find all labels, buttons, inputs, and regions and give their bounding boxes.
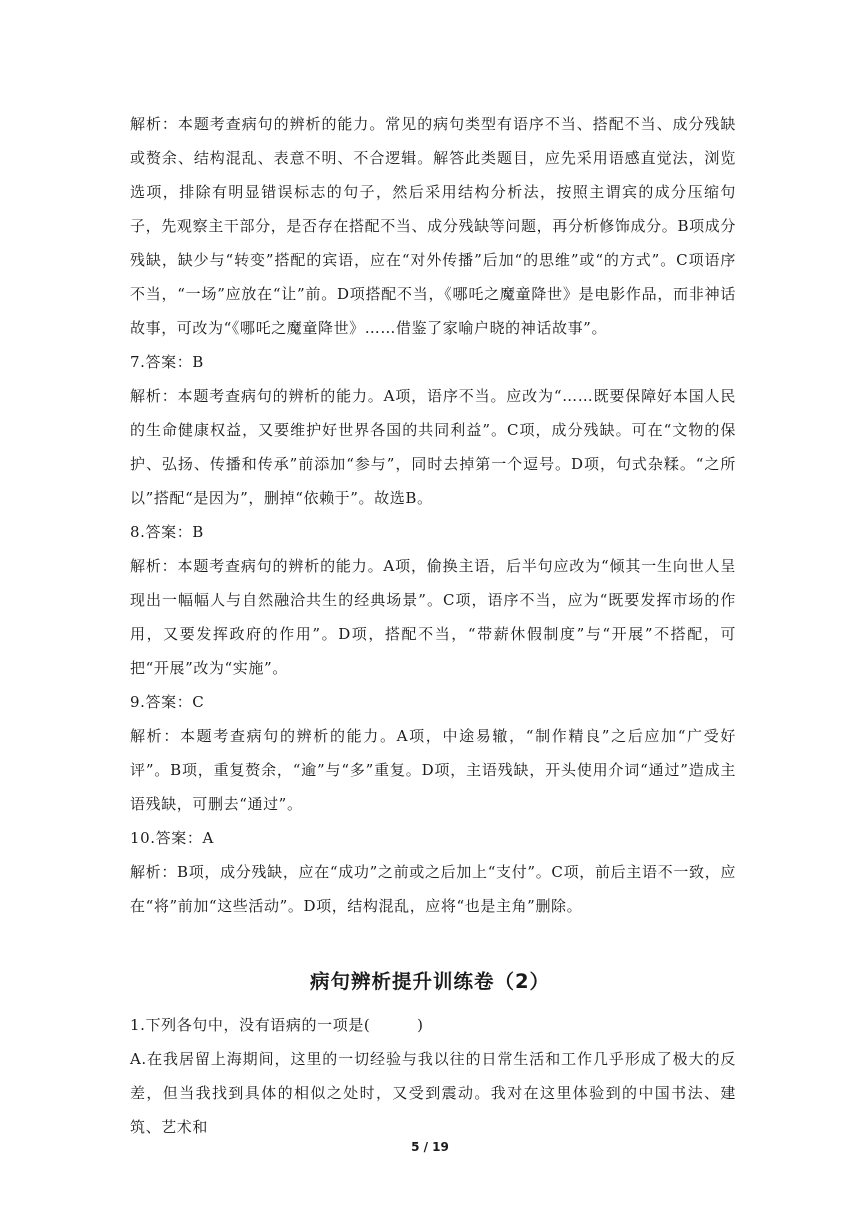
section-title: 病句辨析提升训练卷（2） [309, 970, 551, 993]
answer-q10: 10.答案：A [130, 829, 214, 847]
question-stem: 1.下列各句中，没有语病的一项是( ) [130, 1016, 424, 1034]
question-block [130, 1008, 736, 1144]
answer-q9: 9.答案：C [130, 693, 205, 711]
answer-q8: 8.答案：B [130, 523, 204, 541]
question-option-a: A.在我居留上海期间，这里的一切经验与我以往的日常生活和工作几乎形成了极大的反差，但当我找到具体的相似之处时，又受到震动。我对在这里体验到的中国书法、建筑、艺术和 [130, 1050, 736, 1136]
answer-explanations [130, 107, 736, 923]
explanation-q10: 解析：B项，成分残缺，应在“成功”之前或之后加上“支付”。C项，前后主语不一致，应在“将”前加“这些活动”。D项，结构混乱，应将“也是主角”删除。 [130, 863, 736, 915]
page-number: 5 / 19 [411, 1140, 449, 1154]
explanation-q8: 解析：本题考查病句的辨析的能力。A项，偷换主语，后半句应改为“倾其一生向世人呈现出一幅幅人与自然融洽共生的经典场景”。C项，语序不当，应为“既要发挥市场的作用，又要发挥政府的作用”。D项，搭配不当，“带薪休假制度”与“开展”不搭配，可把“开展”改为“实施”。 [130, 557, 736, 677]
answer-q7: 7.答案：B [130, 353, 204, 371]
explanation-q9: 解析：本题考查病句的辨析的能力。A项，中途易辙，“制作精良”之后应加“广受好评”。B项，重复赘余，“逾”与“多”重复。D项，主语残缺，开头使用介词“通过”造成主语残缺，可删去“通过”。 [130, 727, 736, 813]
explanation-q6: 解析：本题考查病句的辨析的能力。常见的病句类型有语序不当、搭配不当、成分残缺或赘余、结构混乱、表意不明、不合逻辑。解答此类题目，应先采用语感直觉法，浏览选项，排除有明显错误标志的句子，然后采用结构分析法，按照主谓宾的成分压缩句子，先观察主干部分，是否存在搭配不当、成分残缺等问题，再分析修饰成分。B项成分残缺，缺少与“转变”搭配的宾语，应在“对外传播”后加“的思维”或“的方式”。C项语序不当，“一场”应放在“让”前。D项搭配不当，《哪吒之魔童降世》是电影作品，而非神话故事，可改为“《哪吒之魔童降世》……借鉴了家喻户晓的神话故事”。 [130, 115, 736, 337]
explanation-q7: 解析：本题考查病句的辨析的能力。A项，语序不当。应改为“……既要保障好本国人民的生命健康权益，又要维护好世界各国的共同利益”。C项，成分残缺。可在“文物的保护、弘扬、传播和传承”前添加“参与”，同时去掉第一个逗号。D项，句式杂糅。“之所以”搭配“是因为”，删掉“依赖于”。故选B。 [130, 387, 736, 507]
